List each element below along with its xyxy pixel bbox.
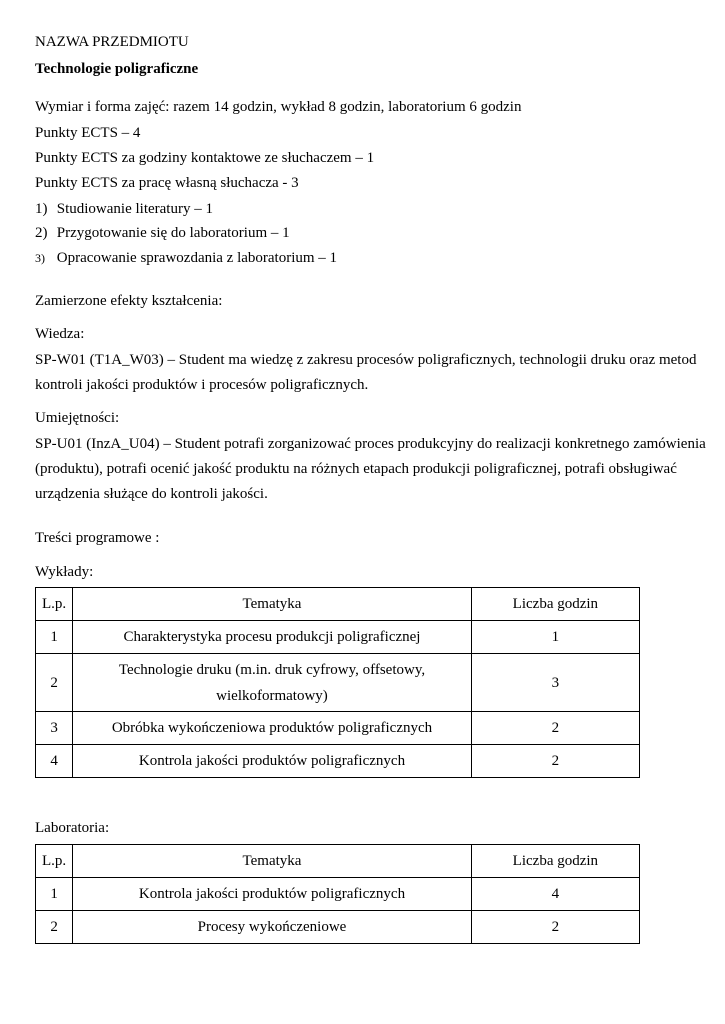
umiejetnosci-label: Umiejętności: [35,410,120,426]
tresci-heading: Treści programowe : [35,530,160,546]
table-header-row [36,588,640,621]
cell-lp: 1 [36,878,73,911]
umiejetnosci-text-line: (produktu), potrafi ocenić jakość produktu na różnych etapach produkcji poligraficznej, potrafi obsługiwać [35,461,677,477]
umiejetnosci-text-line: urządzenia służące do kontroli jakości. [35,486,268,502]
cell-tematyka-line: wielkoformatowy) [216,687,328,704]
column-header-lp: L.p. [36,845,73,878]
list-text: Przygotowanie się do laboratorium – 1 [56,225,290,241]
column-header-lp: L.p. [36,588,73,621]
efekty-heading: Zamierzone efekty kształcenia: [35,293,223,309]
cell-lp: 2 [36,654,73,712]
wymiar-text: Wymiar i forma zajęć: razem 14 godzin, wykład 8 godzin, laboratorium 6 godzin [35,99,522,115]
cell-godziny: 1 [471,621,639,654]
umiejetnosci-text-line: SP-U01 (InzA_U04) – Student potrafi zorganizować proces produkcyjny do realizacji konkretnego zamówienia [35,436,706,452]
column-header-godziny: Liczba godzin [471,588,639,621]
laboratoria-label: Laboratoria: [35,820,110,836]
subject-name-label: NAZWA PRZEDMIOTU [35,34,189,50]
table-row [36,712,640,745]
ects-kontakt-text: Punkty ECTS za godziny kontaktowe ze słuchaczem – 1 [35,150,375,166]
list-number: 2) [35,225,48,241]
ects-praca-text: Punkty ECTS za pracę własną słuchacza - 3 [35,175,299,191]
subject-title: Technologie poligraficzne [35,61,199,77]
table-row [36,878,640,911]
ects-text: Punkty ECTS – 4 [35,125,141,141]
cell-tematyka [73,654,472,712]
list-item [35,197,213,221]
cell-godziny: 2 [471,745,639,778]
wyklady-label: Wykłady: [35,564,94,580]
cell-lp: 2 [36,911,73,944]
cell-lp: 1 [36,621,73,654]
table-row [36,621,640,654]
cell-tematyka: Kontrola jakości produktów poligraficznych [73,745,472,778]
table-row [36,654,640,712]
cell-godziny: 4 [471,878,639,911]
list-text: Studiowanie literatury – 1 [56,201,213,217]
list-item [35,246,337,270]
cell-tematyka: Charakterystyka procesu produkcji poligraficznej [73,621,472,654]
cell-lp: 4 [36,745,73,778]
list-number: 1) [35,201,48,217]
table-row [36,911,640,944]
table-header-row [36,845,640,878]
laboratoria-table [35,844,640,944]
cell-tematyka: Kontrola jakości produktów poligraficznych [73,878,472,911]
table-row [36,745,640,778]
wiedza-label: Wiedza: [35,326,85,342]
list-item [35,221,290,245]
cell-tematyka: Obróbka wykończeniowa produktów poligraficznych [73,712,472,745]
column-header-tematyka: Tematyka [73,588,472,621]
cell-godziny: 2 [471,911,639,944]
cell-lp: 3 [36,712,73,745]
wiedza-text-line: SP-W01 (T1A_W03) – Student ma wiedzę z zakresu procesów poligraficznych, technologii druku oraz metod [35,352,697,368]
cell-tematyka: Procesy wykończeniowe [73,911,472,944]
column-header-godziny: Liczba godzin [471,845,639,878]
cell-tematyka-line: Technologie druku (m.in. druk cyfrowy, offsetowy, [118,661,426,678]
cell-godziny: 2 [471,712,639,745]
wiedza-text-line: kontroli jakości produktów i procesów poligraficznych. [35,377,369,393]
column-header-tematyka: Tematyka [73,845,472,878]
list-text: Opracowanie sprawozdania z laboratorium – 1 [56,250,338,266]
cell-godziny: 3 [471,654,639,712]
wyklady-table [35,587,640,778]
list-number: 3) [35,251,45,265]
